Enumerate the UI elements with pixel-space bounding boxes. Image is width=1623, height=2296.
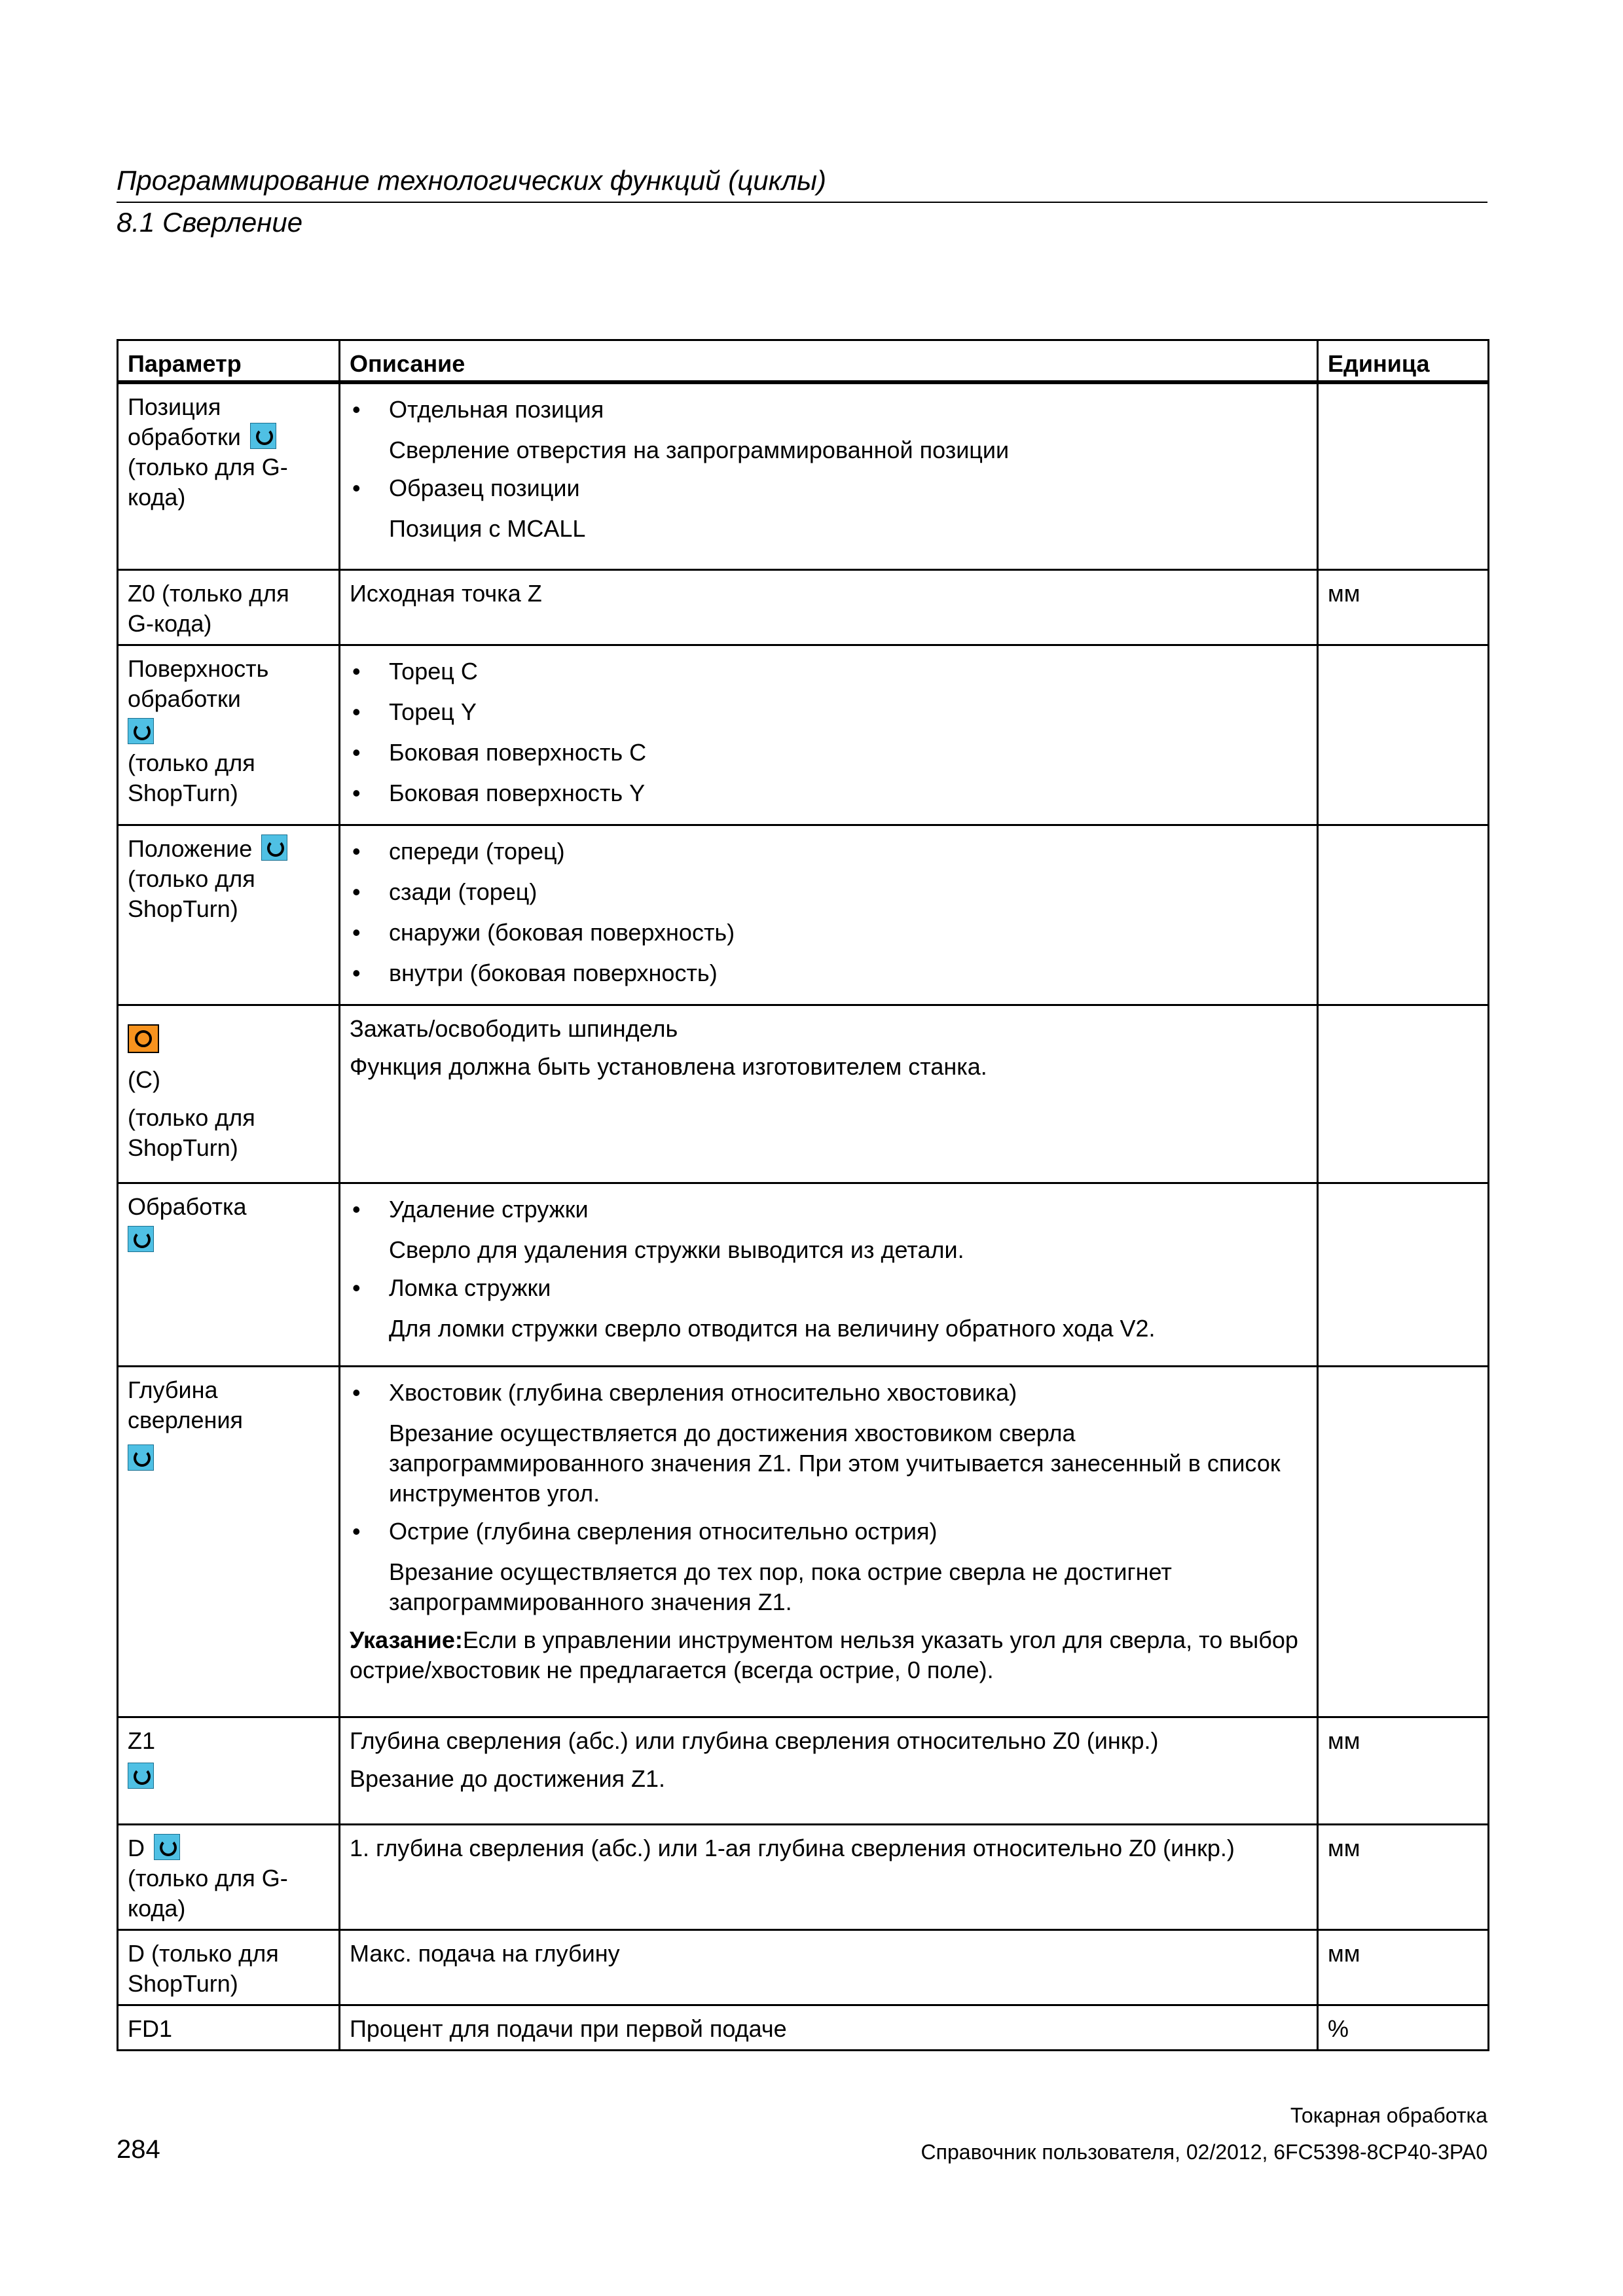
param-text: Обработка <box>128 1193 247 1220</box>
chapter-title: Программирование технологических функций (циклы) <box>117 165 827 196</box>
table-row <box>118 1366 1489 1717</box>
desc-cell <box>340 825 1318 1005</box>
desc-line: Функция должна быть установлена изготовителем станка. <box>350 1052 987 1080</box>
param-text: (только для <box>128 865 255 892</box>
desc-cell <box>340 1366 1318 1717</box>
param-text: (только для G- <box>128 454 288 480</box>
param-text: кода) <box>128 1894 186 1922</box>
spindle-clamp-icon <box>128 1024 159 1053</box>
toggle-cycle-icon <box>128 1763 154 1789</box>
list-item: • Боковая поверхность C <box>350 738 1307 768</box>
item-description: Врезание осуществляется до достижения хвостовиком сверла запрограммированного значения Z1. При этом учитывается занесенный в список инструментов угол. <box>389 1419 1281 1507</box>
unit-cell <box>1318 382 1489 569</box>
param-text: D <box>128 1833 329 1863</box>
unit-cell: мм <box>1318 1929 1489 2005</box>
toggle-cycle-icon <box>154 1834 180 1860</box>
spindle-symbol: (C) <box>128 1066 160 1093</box>
param-cell <box>118 825 340 1005</box>
list-item: • Образец позиции <box>350 473 1307 503</box>
note <box>350 1625 1307 1685</box>
toggle-cycle-icon <box>261 834 287 861</box>
param-cell <box>118 1183 340 1366</box>
param-text: (только для <box>128 749 255 776</box>
toggle-cycle-icon <box>250 423 276 449</box>
section-title: 8.1 Сверление <box>117 207 303 238</box>
param-text: ShopTurn) <box>128 895 238 922</box>
desc-cell <box>340 1717 1318 1824</box>
desc-cell <box>340 1005 1318 1183</box>
unit-cell <box>1318 1183 1489 1366</box>
param-text: обработки <box>128 685 241 712</box>
table-row <box>118 2005 1489 2050</box>
unit-cell: % <box>1318 2005 1489 2050</box>
table-row <box>118 1717 1489 1824</box>
toggle-cycle-icon <box>128 1226 154 1252</box>
table-row <box>118 825 1489 1005</box>
param-cell <box>118 1366 340 1717</box>
list-item: • снаружи (боковая поверхность) <box>350 918 1307 948</box>
param-cell <box>118 382 340 569</box>
note-label: Указание: <box>350 1626 463 1653</box>
list-item: • внутри (боковая поверхность) <box>350 958 1307 988</box>
footer-reference: Справочник пользователя, 02/2012, 6FC5398-8CP40-3PA0 <box>921 2140 1487 2164</box>
param-text: сверления <box>128 1406 244 1433</box>
table-row <box>118 1824 1489 1929</box>
desc-cell <box>340 1183 1318 1366</box>
desc-line: Глубина сверления (абс.) или глубина сверления относительно Z0 (инкр.) <box>350 1727 1159 1754</box>
param-text: кода) <box>128 484 186 511</box>
desc-cell <box>340 645 1318 825</box>
list-item: • Острие (глубина сверления относительно острия) <box>350 1516 1307 1547</box>
param-cell: D (только для ShopTurn) <box>118 1929 340 2005</box>
desc-cell <box>340 382 1318 569</box>
header-rule <box>117 202 1487 203</box>
unit-cell <box>1318 1366 1489 1717</box>
column-header-parameter: Параметр <box>118 340 340 383</box>
footer-book-title: Токарная обработка <box>1290 2104 1487 2127</box>
desc-cell: Исходная точка Z <box>340 569 1318 645</box>
list-item: • Хвостовик (глубина сверления относительно хвостовика) <box>350 1378 1307 1408</box>
column-header-unit: Единица <box>1318 340 1489 383</box>
item-description: Для ломки стружки сверло отводится на величину обратного хода V2. <box>389 1314 1156 1342</box>
list-item: • спереди (торец) <box>350 836 1307 867</box>
param-text: Позиция <box>128 393 221 420</box>
param-cell <box>118 645 340 825</box>
param-text: (только для G- <box>128 1864 288 1892</box>
unit-cell: мм <box>1318 1717 1489 1824</box>
unit-cell <box>1318 1005 1489 1183</box>
note-text: Если в управлении инструментом нельзя указать угол для сверла, то выбор острие/хвостовик не предлагается (всегда острие, 0 поле). <box>350 1626 1298 1683</box>
param-text: Поверхность <box>128 655 269 682</box>
param-cell: Z0 (только для G-кода) <box>118 569 340 645</box>
desc-line: Врезание до достижения Z1. <box>350 1765 666 1792</box>
table-row <box>118 1929 1489 2005</box>
desc-cell: 1. глубина сверления (абс.) или 1-ая глубина сверления относительно Z0 (инкр.) <box>340 1824 1318 1929</box>
param-cell <box>118 1717 340 1824</box>
desc-line: Зажать/освободить шпиндель <box>350 1014 678 1042</box>
table-row <box>118 1005 1489 1183</box>
page-number: 284 <box>117 2135 160 2164</box>
param-cell <box>118 1824 340 1929</box>
param-text: Глубина <box>128 1376 218 1403</box>
table-row <box>118 382 1489 569</box>
param-text: ShopTurn) <box>128 1134 238 1161</box>
unit-cell <box>1318 825 1489 1005</box>
param-text: Z1 <box>128 1727 156 1754</box>
list-item: • сзади (торец) <box>350 877 1307 907</box>
column-header-description: Описание <box>340 340 1318 383</box>
param-text: обработки <box>128 422 329 452</box>
param-text: ShopTurn) <box>128 779 238 806</box>
param-cell <box>118 1005 340 1183</box>
desc-cell: Процент для подачи при первой подаче <box>340 2005 1318 2050</box>
table-row <box>118 1183 1489 1366</box>
item-description: Позиция с MCALL <box>389 515 586 542</box>
param-cell: FD1 <box>118 2005 340 2050</box>
param-text: Положение <box>128 834 329 864</box>
parameter-table <box>117 339 1489 2051</box>
list-item: • Ломка стружки <box>350 1273 1307 1303</box>
toggle-cycle-icon <box>128 718 154 744</box>
unit-cell <box>1318 645 1489 825</box>
table-row <box>118 645 1489 825</box>
table-row <box>118 569 1489 645</box>
table-header-row <box>118 340 1489 383</box>
list-item: • Торец Y <box>350 697 1307 727</box>
list-item: • Отдельная позиция <box>350 395 1307 425</box>
item-description: Врезание осуществляется до тех пор, пока острие сверла не достигнет запрограммированного значения Z1. <box>389 1558 1172 1615</box>
desc-cell: Макс. подача на глубину <box>340 1929 1318 2005</box>
toggle-cycle-icon <box>128 1444 154 1471</box>
list-item: • Торец C <box>350 656 1307 687</box>
list-item: • Боковая поверхность Y <box>350 778 1307 808</box>
item-description: Сверло для удаления стружки выводится из детали. <box>389 1236 964 1263</box>
param-text: (только для <box>128 1103 255 1131</box>
unit-cell: мм <box>1318 1824 1489 1929</box>
list-item: • Удаление стружки <box>350 1194 1307 1225</box>
unit-cell: мм <box>1318 569 1489 645</box>
item-description: Сверление отверстия на запрограммированной позиции <box>389 437 1010 463</box>
